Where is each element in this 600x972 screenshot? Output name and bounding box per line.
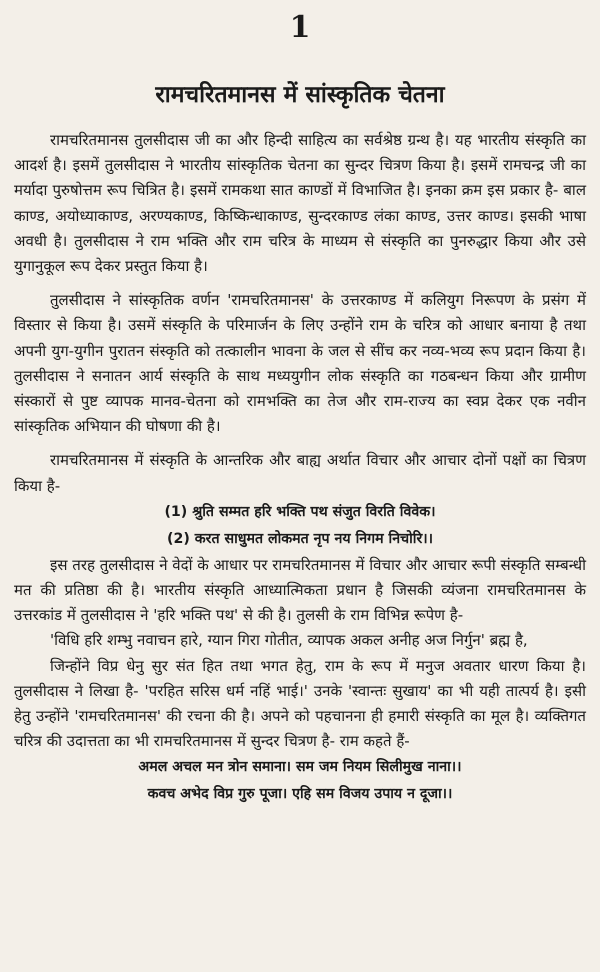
chapter-title: रामचरितमानस में सांस्कृतिक चेतना	[155, 82, 445, 108]
quoted-verse: 'विधि हरि शम्भु नवाचन हारे, ग्यान गिरा गोतीत, व्यापक अकल अनीह अज निर्गुन' ब्रह्म है,	[50, 631, 528, 650]
verse-line: कवच अभेद विप्र गुरु पूजा। एहि सम विजय उपाय न दूजा।।	[147, 786, 453, 803]
paragraph: इस तरह तुलसीदास ने वेदों के आधार पर रामचरितमानस में विचार और आचार रूपी संस्कृति सम्बन्धी मत की प्रतिष्ठा की है। भारतीय संस्कृति आध्यात्मिकता प्रधान है जिसकी व्यंजना रामचरितमानस के उत्तरकांड में तुलसीदास ने 'हरि भक्ति पथ' से की है। तुलसी के राम विभिन्न रूपेण है-	[14, 555, 587, 625]
page-number: 1	[289, 10, 311, 45]
paragraph: रामचरितमानस तुलसीदास जी का और हिन्दी साहित्य का सर्वश्रेष्ठ ग्रन्थ है। यह भारतीय संस्कृति का आदर्श है। इसमें तुलसीदास ने भारतीय सांस्कृतिक चेतना का सुन्दर चित्रण किया है। इसमें रामचन्द्र जी का मर्यादा पुरुषोत्तम रूप चित्रित है। इसमें रामकथा सात काण्डों में विभाजित है। इनका क्रम इस प्रकार है- बाल काण्ड, अयोध्याकाण्ड, अरण्यकाण्ड, किष्किन्धाकाण्ड, सुन्दरकाण्ड लंका काण्ड, उत्तर काण्ड। इसकी भाषा अवधी है। तुलसीदास ने राम भक्ति और राम चरित्र के माध्यम से संस्कृति का पुनरुद्धार किया और उसे युगानुकूल रूप देकर प्रस्तुत किया है।	[14, 131, 586, 276]
paragraph: तुलसीदास ने सांस्कृतिक वर्णन 'रामचरितमानस' के उत्तरकाण्ड में कलियुग निरूपण के प्रसंग में विस्तार से किया है। उसमें संस्कृति के परिमार्जन के लिए उन्होंने राम के चरित्र को आधार बनाया है तथा अपनी युग-युगीन पुरातन संस्कृति को तत्कालीन भावना के जल से सींच कर नव्य-भव्य रूप प्रदान किया है। तुलसीदास ने सनातन आर्य संस्कृति के साथ मध्ययुगीन लोक संस्कृति का गठबन्धन किया और ग्रामीण संस्कारों से पुष्ट व्यापक मानव-चेतना को रामभक्ति का तेज और राम-राज्य का स्वप्न देकर एक नवीन सांस्कृतिक अभियान की घोषणा की है।	[14, 291, 586, 436]
verse-line: अमल अचल मन त्रोन समाना। सम जम नियम सिलीमुख नाना।।	[138, 759, 462, 776]
verse-line: (1) श्रुति सम्मत हरि भक्ति पथ संजुत विरति विवेक।	[164, 503, 436, 520]
body-text	[14, 128, 586, 808]
paragraph: रामचरितमानस में संस्कृति के आन्तरिक और बाह्य अर्थात विचार और आचार दोनों पक्षों का चित्रण किया है-	[14, 451, 586, 495]
verse-line: (2) करत साधुमत लोकमत नृप नय निगम निचोरि।।	[166, 530, 434, 547]
paragraph: जिन्होंने विप्र धेनु सुर संत हित तथा भगत हेतु, राम के रूप में मनुज अवतार धारण किया है। तुलसीदास ने लिखा है- 'परहित सरिस धर्म नहिं भाई।' उनके 'स्वान्तः सुखाय' का भी यही तात्पर्य है। इसी हेतु उन्होंने 'रामचरितमानस' की रचना की है। अपने को पहचानना ही हमारी संस्कृति का मूल है। व्यक्तिगत चरित्र की उदात्तता का भी रामचरितमानस में सुन्दर चित्रण है- राम कहते हैं-	[14, 656, 586, 751]
